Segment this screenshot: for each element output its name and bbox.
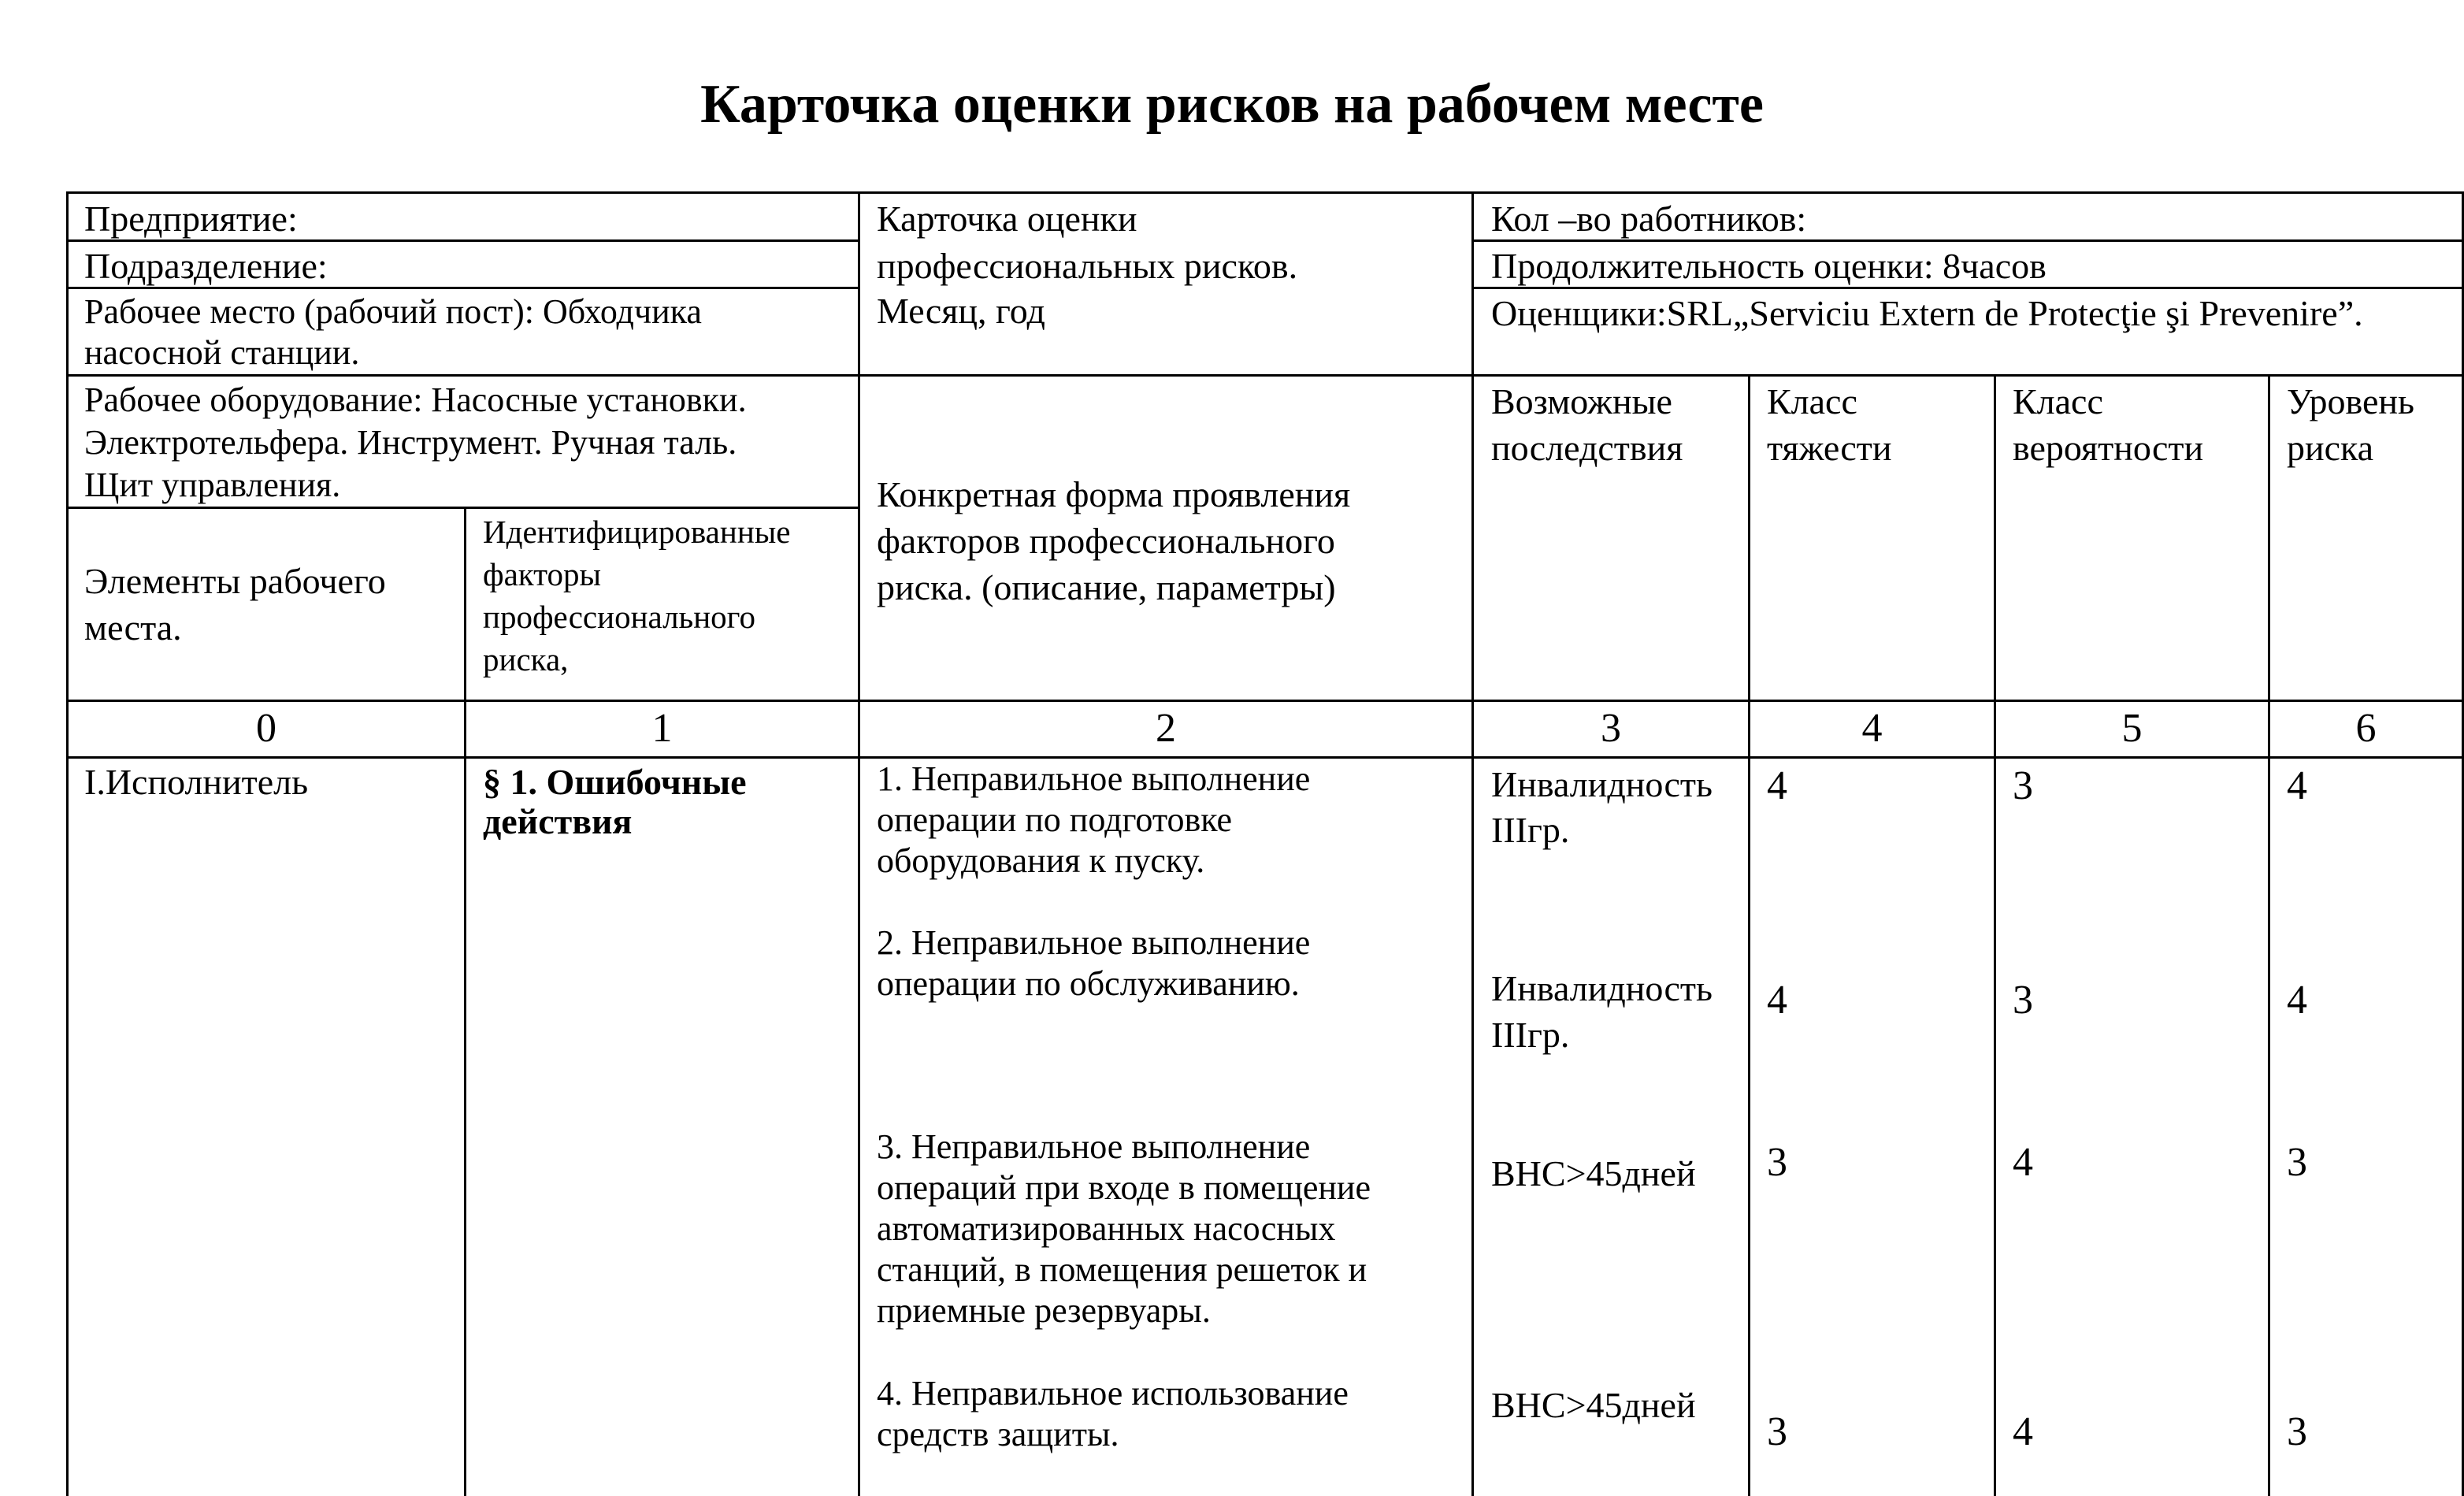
consequence: IIIгр.	[1491, 810, 1570, 850]
row-divider	[66, 507, 858, 509]
risk-description: операции по обслуживанию.	[877, 964, 1300, 1003]
risk-description: 3. Неправильное выполнение	[877, 1127, 1311, 1166]
risk-description: операций при входе в помещение	[877, 1168, 1371, 1207]
severity-class: 3	[1767, 1140, 1787, 1185]
table-border-top	[66, 191, 2464, 194]
risk-level: 4	[2287, 978, 2307, 1023]
severity-class: 4	[1767, 763, 1787, 808]
column-divider	[464, 507, 466, 1496]
probability-class: 3	[2013, 763, 2033, 808]
column-header-elements: места.	[84, 607, 182, 648]
severity-class: 3	[1767, 1409, 1787, 1454]
probability-class: 3	[2013, 978, 2033, 1023]
column-divider	[1994, 374, 1996, 1496]
column-header-risk-level: Уровень	[2287, 381, 2414, 421]
consequence: ВНС>45дней	[1491, 1385, 1696, 1425]
consequence: ВНС>45дней	[1491, 1153, 1696, 1193]
workplace-element: I.Исполнитель	[84, 762, 309, 802]
risk-factor-heading: действия	[483, 801, 633, 841]
risk-description: станций, в помещения решеток и	[877, 1250, 1367, 1289]
column-header-description: Конкретная форма проявления	[877, 474, 1351, 514]
column-divider	[1471, 191, 1474, 1496]
card-title-text: профессиональных рисков.	[877, 246, 1298, 286]
column-header-severity: Класс	[1767, 381, 1857, 421]
risk-description: 1. Неправильное выполнение	[877, 759, 1311, 798]
workplace-text: Рабочее место (рабочий пост): Обходчика	[84, 292, 702, 331]
risk-description: операции по подготовке	[877, 800, 1233, 839]
column-number: 2	[1156, 706, 1176, 751]
column-number: 1	[651, 706, 673, 751]
consequence: Инвалидность	[1491, 764, 1713, 804]
column-header-risk-level: риска	[2287, 428, 2374, 468]
column-divider	[1748, 374, 1750, 1496]
equipment-text: Электротельфера. Инструмент. Ручная таль.	[84, 423, 737, 462]
column-header-probability: Класс	[2013, 381, 2103, 421]
workplace-text: насосной станции.	[84, 333, 360, 372]
card-date-text: Месяц, год	[877, 291, 1045, 331]
subdivision-label: Подразделение:	[84, 246, 328, 286]
column-header-factors: Идентифицированные	[483, 514, 791, 550]
column-header-description: факторов профессионального	[877, 521, 1335, 561]
column-divider	[858, 191, 860, 1496]
column-number: 4	[1861, 706, 1883, 751]
column-number: 3	[1601, 706, 1621, 751]
probability-class: 4	[2013, 1409, 2033, 1454]
assessors-text: Оценщики:SRL„Serviciu Extern de Protecţie şi Prevenire”.	[1491, 293, 2363, 333]
enterprise-label: Предприятие:	[84, 199, 298, 239]
consequence: Инвалидность	[1491, 968, 1713, 1008]
column-number: 6	[2355, 706, 2377, 751]
assessment-duration: Продолжительность оценки: 8часов	[1491, 246, 2047, 286]
risk-description: оборудования к пуску.	[877, 841, 1205, 880]
risk-description: 2. Неправильное выполнение	[877, 923, 1311, 962]
equipment-text: Рабочее оборудование: Насосные установки.	[84, 380, 747, 419]
probability-class: 4	[2013, 1140, 2033, 1185]
column-header-severity: тяжести	[1767, 428, 1892, 468]
column-divider	[2268, 374, 2270, 1496]
consequence: IIIгр.	[1491, 1015, 1570, 1055]
column-header-consequences: Возможные	[1491, 381, 1672, 421]
risk-description: автоматизированных насосных	[877, 1209, 1336, 1248]
column-header-consequences: последствия	[1491, 428, 1683, 468]
row-divider	[66, 756, 2464, 759]
risk-level: 4	[2287, 763, 2307, 808]
risk-description: средств защиты.	[877, 1415, 1119, 1453]
equipment-text: Щит управления.	[84, 466, 341, 504]
column-header-probability: вероятности	[2013, 428, 2204, 468]
column-header-description: риска. (описание, параметры)	[877, 567, 1336, 607]
card-title-text: Карточка оценки	[877, 199, 1137, 239]
risk-description: 4. Неправильное использование	[877, 1374, 1349, 1412]
risk-level: 3	[2287, 1140, 2307, 1185]
column-header-factors: факторы	[483, 556, 602, 592]
row-divider	[66, 374, 2464, 377]
document-title: Карточка оценки рисков на рабочем месте	[700, 74, 1764, 135]
risk-description: приемные резервуары.	[877, 1291, 1211, 1330]
column-number: 0	[256, 706, 276, 751]
column-header-factors: профессионального	[483, 599, 755, 635]
table-border-left	[66, 191, 69, 1496]
risk-level: 3	[2287, 1409, 2307, 1454]
column-number: 5	[2121, 706, 2143, 751]
column-header-elements: Элементы рабочего	[84, 561, 386, 601]
risk-factor-heading: § 1. Ошибочные	[483, 762, 747, 802]
severity-class: 4	[1767, 978, 1787, 1023]
workers-count-label: Кол –во работников:	[1491, 199, 1807, 239]
column-header-factors: риска,	[483, 641, 569, 677]
